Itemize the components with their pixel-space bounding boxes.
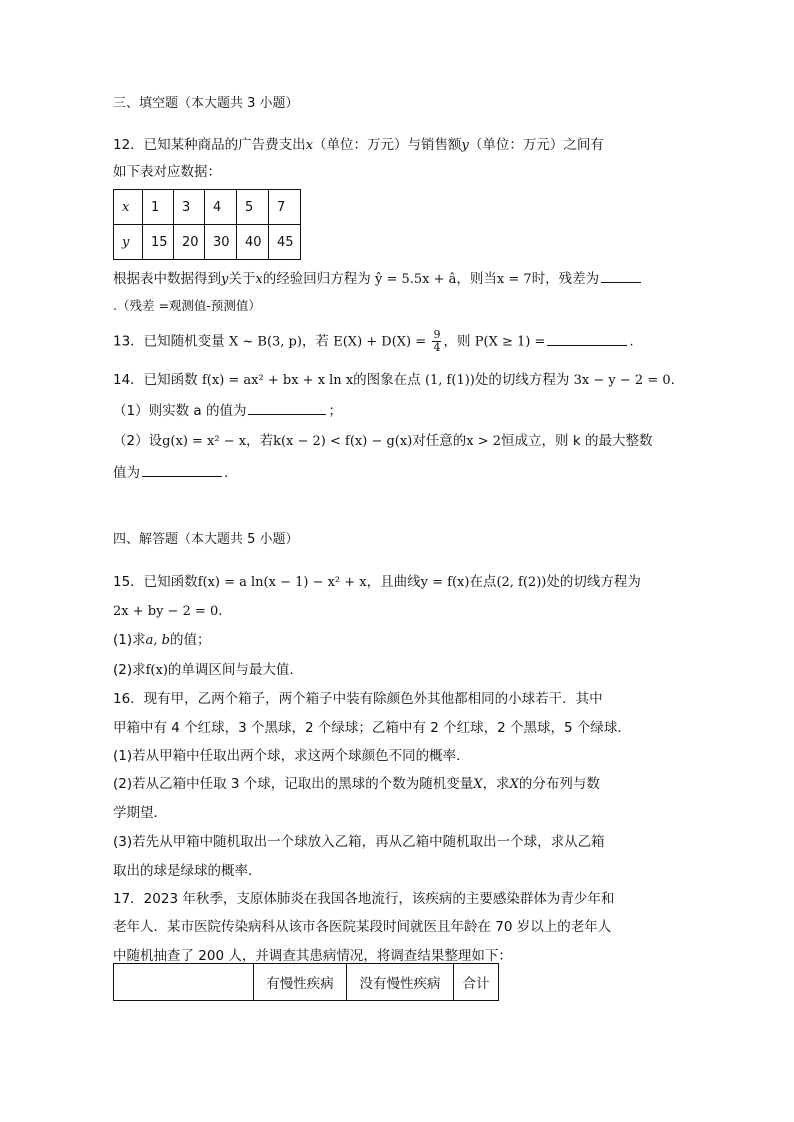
q14-condition: x > 2 — [466, 434, 502, 449]
q12-text-c: （单位：万元）之间有 — [468, 137, 604, 153]
q13-expression: E(X) + D(X) = — [333, 334, 427, 350]
fraction-denominator: 4 — [433, 341, 441, 354]
q14-g-function: g(x) = x² − x — [162, 434, 247, 449]
table-cell: 3 — [174, 190, 205, 225]
q14-p2-text-d: 恒成立，则 k 的最大整数 — [501, 433, 653, 449]
q14-part-2-line-2 — [113, 462, 228, 483]
q16-part-3-line-1: (3)若先从甲箱中随机取出一个球放入乙箱，再从乙箱中随机取出一个球，求从乙箱 — [113, 834, 605, 850]
q15-point: (2, f(2)) — [496, 575, 547, 590]
q15-f: f(x) — [145, 663, 168, 678]
q12-regression-equation: ŷ = 5.5x + â — [375, 272, 457, 287]
q17-line-2: 老年人．某市医院传染病科从该市各医院某段时间就医且年龄在 70 岁以上的老年人 — [113, 919, 612, 935]
q12-condition: x = 7 — [496, 272, 532, 287]
q16-p2-text-a: (2)若从乙箱中任取 3 个球，记取出的黑球的个数为随机变量 — [113, 776, 474, 792]
table-row — [114, 190, 301, 225]
q15-vars: a, b — [145, 633, 170, 648]
q12-var-y: y — [461, 138, 469, 153]
q16-part-3-line-2: 取出的球是绿球的概率． — [113, 863, 262, 879]
q13-text-b: ，若 — [301, 333, 329, 350]
answer-blank[interactable] — [547, 331, 627, 346]
q15-tangent: 2x + by − 2 = 0 — [113, 604, 219, 619]
q15-text-d: 处的切线方程为 — [546, 574, 641, 590]
q16-var-X: X — [473, 777, 483, 792]
q14-text-a: 14．已知函数 — [113, 372, 198, 388]
q12-text-e: 关于 — [228, 271, 256, 287]
q15-part-2 — [113, 660, 294, 681]
table-cell: 7 — [269, 190, 301, 225]
q13-fraction — [432, 329, 441, 354]
q12-var-x2: x — [255, 272, 263, 287]
table-cell: y — [114, 225, 143, 260]
table-row — [114, 225, 301, 260]
table-cell — [114, 964, 254, 1001]
q12-text-h: 时，残差为 — [531, 271, 600, 287]
q15-end: . — [218, 603, 223, 619]
table-cell: 45 — [269, 225, 301, 260]
q14-text-b: 的图象在点 — [353, 372, 421, 388]
q16-line-2: 甲箱中有 4 个红球，3 个黑球，2 个绿球；乙箱中有 2 个红球，2 个黑球，5 个绿球． — [113, 720, 631, 736]
q15-function: f(x) = a ln(x − 1) − x² + x — [197, 575, 367, 590]
q15-text-c: 在点 — [469, 574, 497, 590]
q12-line-1 — [113, 135, 604, 156]
q16-part-1: (1)若从甲箱中任取出两个球，求这两个球颜色不同的概率． — [113, 748, 470, 764]
q16-p2-text-b: ，求 — [482, 776, 510, 792]
q12-note: .（残差 =观测值-预测值） — [113, 298, 261, 313]
q16-part-2 — [113, 774, 600, 795]
q14-text-c: 处的切线方程为 — [474, 372, 570, 388]
q14-line-1 — [113, 370, 675, 391]
q15-part-1 — [113, 630, 210, 651]
q14-part-2 — [113, 431, 652, 452]
q12-text-b: （单位：万元）与销售额 — [313, 137, 462, 153]
q14-p2-text-e: 值为 — [113, 465, 140, 481]
table-cell: 1 — [143, 190, 174, 225]
q12-var-y2: y — [221, 272, 229, 287]
table-cell: 4 — [205, 190, 237, 225]
q12-text-a: 12．已知某种商品的广告费支出 — [113, 137, 306, 153]
q14-p1-end: ； — [328, 403, 342, 419]
q14-p1-text: （1）则实数 a 的值为 — [113, 403, 247, 419]
q17-line-1: 17．2023 年秋季，支原体肺炎在我国各地流行，该疾病的主要感染群体为青少年和 — [113, 891, 615, 907]
q15-line-2 — [113, 601, 223, 622]
q13-text-c: ，则 — [443, 333, 471, 350]
q12-line-2: 如下表对应数据： — [113, 164, 221, 180]
table-row — [114, 964, 499, 1001]
q14-p2-text-c: 对任意的 — [412, 433, 467, 449]
q14-p2-text-b: ，若 — [246, 433, 274, 449]
q12-text-f: 的经验回归方程为 — [262, 271, 371, 287]
q17-survey-table — [113, 963, 499, 1001]
q14-p2-end: . — [224, 465, 229, 481]
q14-tangent: 3x − y − 2 = 0 — [573, 373, 671, 388]
q16-part-2-line-2: 学期望． — [113, 805, 167, 821]
fraction-numerator: 9 — [433, 328, 441, 341]
q13-text-a: 13．已知随机变量 — [113, 333, 225, 350]
q14-point: (1, f(1)) — [424, 373, 475, 388]
q15-text-a: 15．已知函数 — [113, 574, 198, 590]
q15-line-1 — [113, 572, 641, 593]
section-4-heading: 四、解答题（本大题共 5 小题） — [113, 532, 299, 547]
q12-text-g: ，则当 — [456, 271, 497, 287]
q15-p1-text-a: (1)求 — [113, 632, 146, 648]
q13-distribution: X ~ B(3, p) — [228, 334, 302, 350]
q14-function: f(x) = ax² + bx + x ln x — [201, 373, 354, 388]
q16-p2-text-c: 的分布列与数 — [518, 776, 600, 792]
table-cell: 20 — [174, 225, 205, 260]
table-header: 没有慢性疾病 — [347, 964, 454, 1001]
q12-var-x: x — [305, 138, 314, 153]
q16-line-1: 16．现有甲，乙两个箱子，两个箱子中装有除颜色外其他都相同的小球若干．其中 — [113, 691, 603, 707]
answer-blank[interactable] — [142, 462, 222, 477]
q15-text-b: ，且曲线 — [366, 574, 421, 590]
table-cell: x — [114, 190, 143, 225]
table-header: 有慢性疾病 — [254, 964, 347, 1001]
table-cell: 40 — [237, 225, 269, 260]
answer-blank[interactable] — [601, 268, 641, 283]
section-3-heading: 三、填空题（本大题共 3 小题） — [113, 96, 299, 111]
q14-p2-text-a: （2）设 — [113, 433, 163, 449]
q15-p2-text-a: (2)求 — [113, 662, 146, 678]
q12-text-d: 根据表中数据得到 — [113, 271, 221, 287]
q12-line-3 — [113, 268, 643, 290]
q12-data-table — [113, 189, 301, 260]
table-header: 合计 — [454, 964, 499, 1001]
q13-probability: P(X ≥ 1) = — [474, 334, 546, 350]
q15-p2-text-b: 的单调区间与最大值. — [167, 662, 294, 678]
q15-curve: y = f(x) — [420, 575, 470, 590]
q15-p1-text-b: 的值； — [169, 632, 211, 648]
q13-end: . — [629, 333, 634, 350]
q14-end: . — [670, 372, 675, 388]
table-cell: 5 — [237, 190, 269, 225]
answer-blank[interactable] — [248, 400, 326, 415]
q14-part-1 — [113, 400, 342, 421]
q16-var-X2: X — [509, 777, 519, 792]
q14-inequality: k(x − 2) < f(x) − g(x) — [273, 434, 413, 449]
q13-line — [113, 329, 634, 354]
q17-line-3: 中随机抽查了 200 人，并调查其患病情况，将调查结果整理如下： — [113, 948, 512, 964]
table-cell: 15 — [143, 225, 174, 260]
table-cell: 30 — [205, 225, 237, 260]
